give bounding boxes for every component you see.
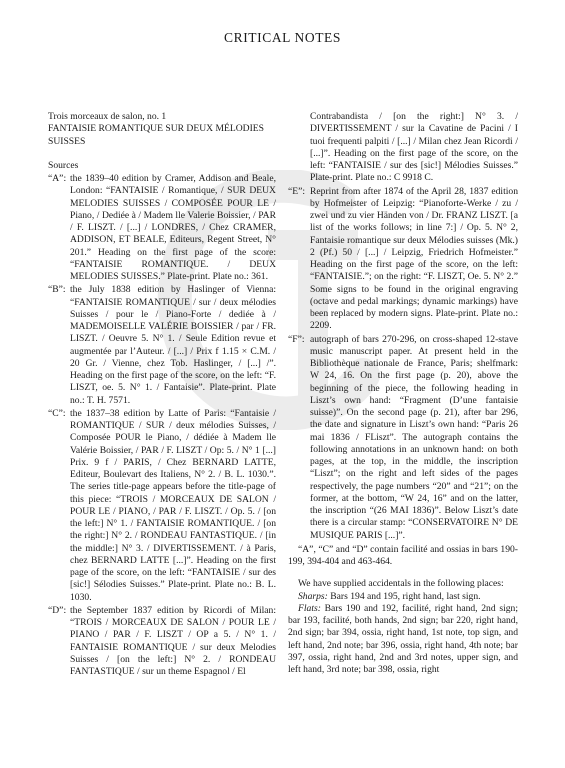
source-entry-d xyxy=(48,605,276,679)
source-label: “E”: xyxy=(288,185,306,197)
source-text: the 1837–38 edition by Latte of Paris: “Fantaisie / ROMANTIQUE / SUR / deux mélodies Suisses, / Composée POUR le Piano, / dédiée à Madem lle Valérie Boissier, / PAR / F. LISZT / Op: 5. / N° 1 [...] Prix. 9 f / PARIS, / Chez BERNARD LATTE, Editeur, Boulevart des Italiens, N° 2. / B. L. 1030.”. The series title-page appears before the title-page of this piece: “TROIS / MORCEAUX DE SALON / POUR LE / PIANO, / PAR / F. LISZT. / Op. 5. / [on the left:] N° 1. / FANTAISIE ROMANTIQUE. / [on the right:] N° 2. / RONDEAU FANTASTIQUE. / [in the middle:] N° 3. / DIVERTISSEMENT. / à Paris, chez BERNARD LATTE [...]”. Heading on the first page of the score, on the left: “FANTAISIE / sur des [sic!] Sélodies Suisses.” Plate-print. Plate no.: B. L. 1030. xyxy=(70,407,276,603)
left-column xyxy=(48,111,276,678)
supplied-accidentals-intro: We have supplied accidentals in the following places: xyxy=(298,578,504,590)
right-column xyxy=(288,111,518,676)
page-title: CRITICAL NOTES xyxy=(223,30,342,45)
source-label: “B”: xyxy=(48,284,66,296)
facilite-note: “A”, “C” and “D” contain facilité and ossias in bars 190-199, 394-404 and 463-464. xyxy=(288,543,518,567)
source-text: the 1839–40 edition by Cramer, Addison and Beale, London: “FANTAISIE / Romantique, / SUR DEUX MELODIES SUISSES / COMPOSÉE POUR LE / Piano, / Dediée à / Madem lle Valerie Boissier, / PAR / F. LISZT. / [...] / LONDRES, / Chez CRAMER, ADDISON, ET BEALE, Editeurs, Regent Street, N° 201.” Heading on the first page of the score: “FANTAISIE ROMANTIQUE. / DEUX MELODIES SUISSES.” Plate-print. Plate no.: 361. xyxy=(70,173,276,282)
source-entry-b xyxy=(48,284,276,407)
sharps-label: Sharps: xyxy=(298,590,328,602)
source-text: Reprint from after 1874 of the April 28, 1837 edition by Hofmeister of Leipzig: “Pianoforte-Werke / zu / zwei und zu vier Händen von / Dr. FRANZ LISZT. [a list of the works follows; in line 7:] / Op. 5. N° 2, Fantaisie romantique sur deux Mélodies suisses (Mk.) 2 (Pf.) 50 / [...] / Leipzig, Friedrich Hofmeister.” Heading on the first page of the score, on the left: “FANTAISIE.”; on the right: “F. LISZT, Oe. 5. N° 2.” Some signs to be found in the original engraving (octave and pedal markings; dynamic markings) have been replaced by modern signs. Plate-print. Plate no.: 2209. xyxy=(310,185,518,332)
source-entry-a xyxy=(48,173,276,283)
source-label: “D”: xyxy=(48,604,67,616)
source-entry-f xyxy=(288,334,518,542)
flats-text: Bars 190 and 192, facilité, right hand, 2nd sign; bar 193, facilité, both hands, 2nd sign; bar 220, right hand, 2nd sign; bar 394, ossia, right hand, 1st note, top sign, and left hand, 2nd note; bar 396, ossia, right hand, 4th note; bar 397, ossia, right hand, 2nd and 3rd notes, upper sign, and left hand, 3rd note; bar 398, ossia, right xyxy=(288,602,518,675)
source-text: the July 1838 edition by Haslinger of Vienna: “FANTAISIE ROMANTIQUE / sur / deux mélodies Suisses / pour le / Piano-Forte / dediée à / MADEMOISELLE VALÉRIE BOISSIER / par / FR. LISZT. / Oeuvre 5. N° 1. / Seule Edition revue et augmentée par l’Auteur. / [...] / Prix f 1.15 × C.M. / 20 Gr. / Vienne, chez Tob. Haslinger, / [...] /”. Heading on the first page of the score, on the left: “F. LISZT, oe. 5. N° 1. / Fantaisie”. Plate-print. Plate no.: T. H. 7571. xyxy=(70,284,276,406)
sharps-text: Bars 194 and 195, right hand, last sign. xyxy=(330,590,481,602)
source-text: autograph of bars 270-296, on cross-shaped 12-stave music manuscript paper. At present held in the Bibliothèque nationale de France, Paris; shelfmark: W 24, 16. On the first page (p. 20), above the beginning of the piece, the following heading in Liszt’s own hand: “Fragment (D’une fantaisie suisse)”. On the second page (p. 21), after bar 296, the date and signature in Liszt’s own hand: “Paris 26 mai 1836 / FLiszt”. The autograph contains the following annotations in an unknown hand: on both pages, at the top, in the middle, the inscription “Liszt”; on the right and left sides of the pages respectively, the page numbers “20” and “21”; on the former, at the bottom, “W 24, 16” and on the latter, the inscription “(26 MAI 1836)”. Below Liszt’s date there is a circular stamp: “CONSERVATOIRE N° DE MUSIQUE PARIS [...]”. xyxy=(310,333,518,541)
source-label: “C”: xyxy=(48,407,66,419)
source-entry-e xyxy=(288,186,518,333)
flats-label: Flats: xyxy=(298,602,321,614)
sharps-paragraph xyxy=(288,591,518,603)
source-label: “F”: xyxy=(288,333,305,345)
source-label: “A”: xyxy=(48,173,67,184)
source-entry-c xyxy=(48,408,276,604)
piece-title: Trois morceaux de salon, no. 1 xyxy=(48,111,167,122)
piece-subtitle: FANTAISIE ROMANTIQUE SUR DEUX MÉLODIES SUISSES xyxy=(48,123,264,147)
flats-paragraph xyxy=(288,603,518,677)
sources-label: Sources xyxy=(48,159,79,171)
source-entry-d-continued: Contrabandista / [on the right:] N° 3. / DIVERTISSEMENT / sur la Cavatine de Pacini / I tuoi frequenti palpiti / [...] / Milan chez Jean Ricordi / [...]”. Heading on the first page of the score, on the left: “FANTAISIE / sur des [sic!] Mélodies Suisses.” Plate-print. Plate no.: C 9918 C. xyxy=(310,111,518,184)
source-text: the September 1837 edition by Ricordi of Milan: “TROIS / MORCEAUX DE SALON / POUR LE / PIANO / PAR / F. LISZT / OP a 5. / N° 1. / FANTAISIE ROMANTIQUE / sur deux Melodies Suisses / [on the left:] N° 2. / RONDEAU FANTASTIQUE / sur un theme Espagnol / El xyxy=(70,604,276,677)
